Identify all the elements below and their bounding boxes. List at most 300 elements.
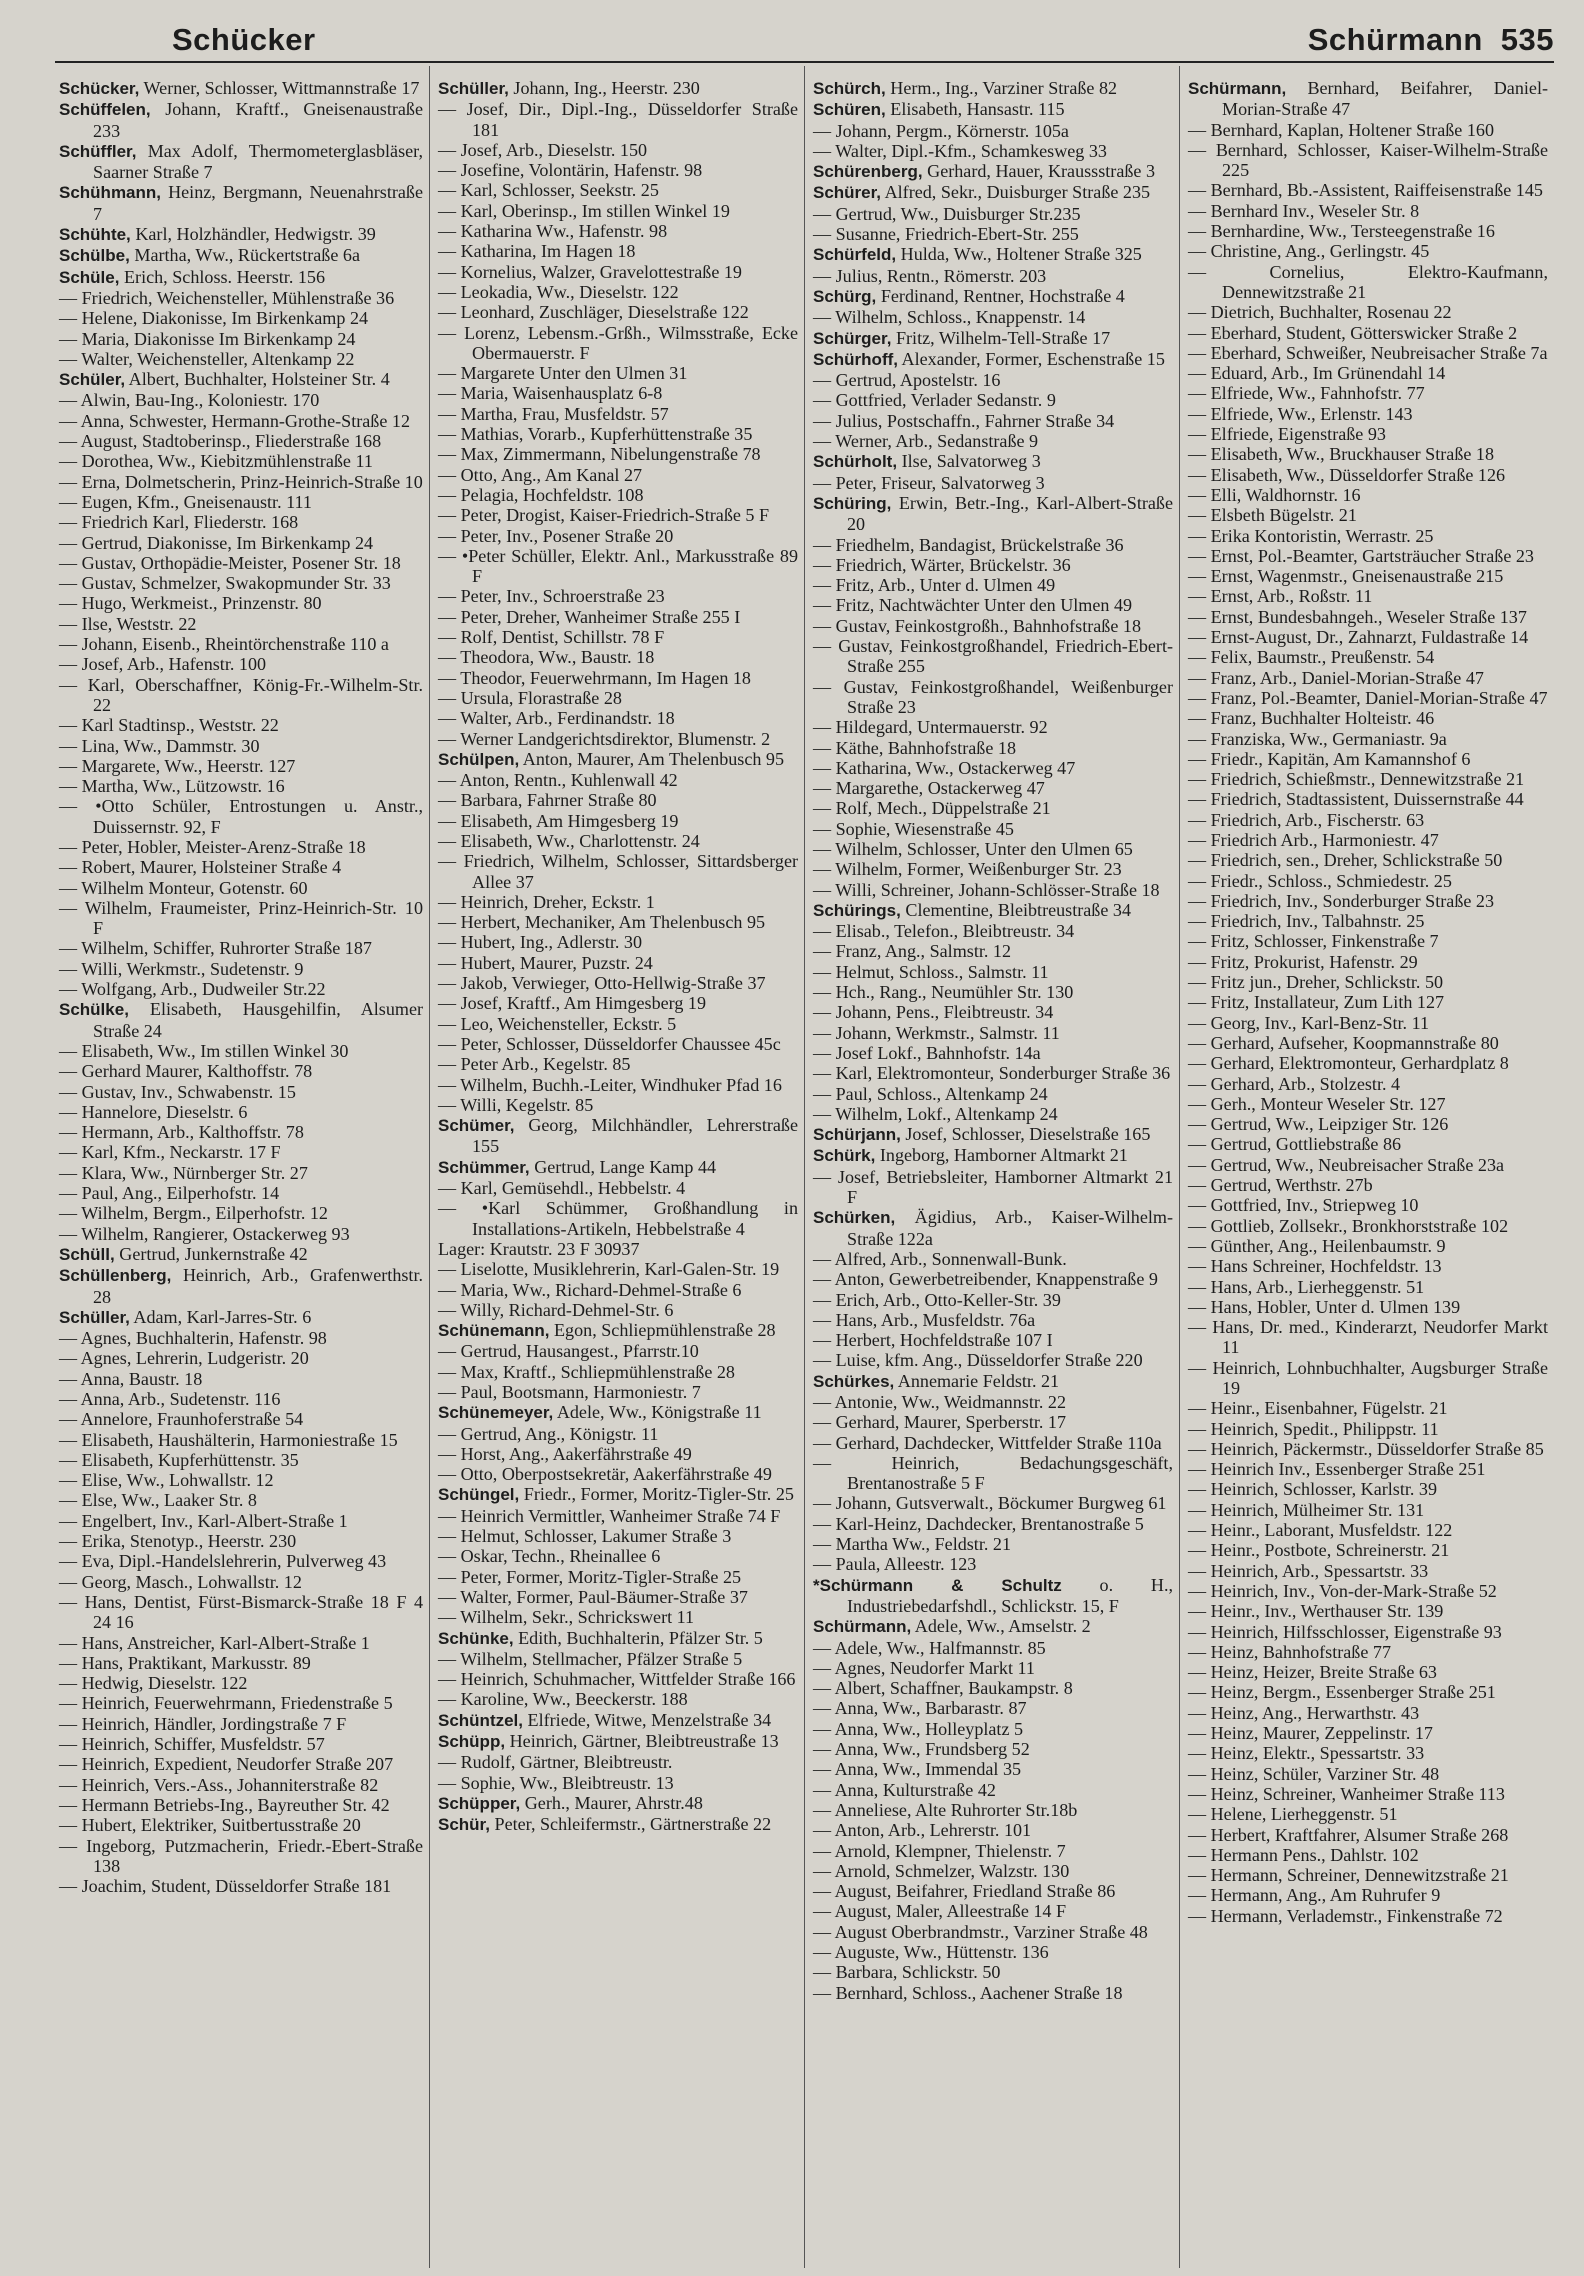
entry-text: — Walter, Arb., Ferdinandstr. 18 bbox=[438, 708, 675, 729]
entry-text: — Gerhard, Elektromonteur, Gerhardplatz 8 bbox=[1188, 1053, 1509, 1074]
directory-entry bbox=[1188, 668, 1548, 688]
directory-entry bbox=[438, 1814, 798, 1835]
directory-entry bbox=[438, 1506, 798, 1526]
entry-text: — Bernhard, Schloss., Aachener Straße 18 bbox=[813, 1982, 1123, 2003]
entry-text: — Barbara, Fahrner Straße 80 bbox=[438, 790, 657, 811]
directory-entry bbox=[1188, 323, 1548, 343]
directory-entry bbox=[438, 363, 798, 383]
entry-text: Werner, Schlosser, Wittmannstraße 17 bbox=[143, 78, 420, 98]
entry-text: Georg, Milchhändler, Lehrerstraße 155 bbox=[472, 1115, 798, 1157]
entry-surname: Schüpper, bbox=[438, 1793, 521, 1813]
entry-text: — Heinrich, Händler, Jordingstraße 7 F bbox=[59, 1713, 347, 1734]
entry-text: — Anna, Ww., Immendal 35 bbox=[813, 1759, 1022, 1780]
directory-entry bbox=[813, 1962, 1173, 1982]
entry-text: — Theodora, Ww., Baustr. 18 bbox=[438, 647, 655, 668]
entry-surname: Schürger, bbox=[813, 328, 892, 348]
entry-text: — Fritz, Nachtwächter Unter den Ulmen 49 bbox=[813, 595, 1133, 616]
entry-text: — Adele, Ww., Halfmannstr. 85 bbox=[813, 1637, 1046, 1658]
entry-text: — Willi, Kegelstr. 85 bbox=[438, 1094, 594, 1115]
entry-text: — Heinr., Postbote, Schreinerstr. 21 bbox=[1188, 1540, 1450, 1561]
entry-text: — Anton, Gewerbetreibender, Knappenstraße 9 bbox=[813, 1269, 1158, 1290]
entry-text: — Wolfgang, Arb., Dudweiler Str.22 bbox=[59, 979, 326, 1000]
directory-entry bbox=[59, 898, 423, 939]
entry-text: — Elisabeth, Haushälterin, Harmoniestraße 15 bbox=[59, 1429, 398, 1450]
directory-entry bbox=[1188, 1155, 1548, 1175]
entry-text: — Peter, Friseur, Salvatorweg 3 bbox=[813, 472, 1045, 493]
directory-entry bbox=[438, 811, 798, 831]
entry-text: — August, Maler, Alleestraße 14 F bbox=[813, 1901, 1067, 1922]
directory-entry bbox=[813, 982, 1173, 1002]
directory-entry bbox=[59, 1348, 423, 1368]
entry-text: — Elfriede, Ww., Erlenstr. 143 bbox=[1188, 403, 1413, 424]
directory-entry bbox=[813, 224, 1173, 244]
directory-entry bbox=[438, 323, 798, 364]
column-3 bbox=[805, 66, 1180, 2268]
directory-entry bbox=[59, 1693, 423, 1713]
directory-entry bbox=[59, 1775, 423, 1795]
directory-entry bbox=[438, 1444, 798, 1464]
directory-entry bbox=[59, 1490, 423, 1510]
entry-text: — Horst, Ang., Aakerfährstraße 49 bbox=[438, 1443, 692, 1464]
entry-text: — Wilhelm, Schiffer, Ruhrorter Straße 187 bbox=[59, 938, 372, 959]
entry-text: Gerh., Maurer, Ahrstr.48 bbox=[524, 1792, 703, 1813]
entry-text: — Jakob, Verwieger, Otto-Hellwig-Straße 37 bbox=[438, 973, 766, 994]
directory-entry bbox=[59, 267, 423, 288]
entry-surname: Schürmann, bbox=[813, 1617, 912, 1637]
entry-text: — Gerhard, Arb., Stolzestr. 4 bbox=[1188, 1073, 1401, 1094]
directory-entry bbox=[1188, 1094, 1548, 1114]
directory-entry bbox=[1188, 1682, 1548, 1702]
entry-text: — Leonhard, Zuschläger, Dieselstraße 122 bbox=[438, 302, 749, 323]
directory-entry bbox=[1188, 1601, 1548, 1621]
entry-text: — Anna, Baustr. 18 bbox=[59, 1368, 203, 1389]
entry-text: — Rudolf, Gärtner, Bleibtreustr. bbox=[438, 1752, 673, 1773]
entry-text: Hulda, Ww., Holtener Straße 325 bbox=[900, 244, 1142, 265]
directory-entry bbox=[1188, 546, 1548, 566]
entry-text: — Peter, Former, Moritz-Tigler-Straße 25 bbox=[438, 1566, 742, 1587]
entry-text: — Elfriede, Ww., Fahnhofstr. 77 bbox=[1188, 383, 1425, 404]
entry-text: — Gustav, Feinkostgroßhandel, Weißenburger Straße 23 bbox=[813, 676, 1173, 717]
directory-entry bbox=[438, 851, 798, 892]
entry-text: — Josef Lokf., Bahnhofstr. 14a bbox=[813, 1042, 1041, 1063]
entry-text: — Hans, Arb., Musfeldstr. 76a bbox=[813, 1309, 1036, 1330]
directory-entry bbox=[813, 778, 1173, 798]
entry-text: — Kornelius, Walzer, Gravelottestraße 19 bbox=[438, 261, 742, 282]
directory-entry bbox=[59, 288, 423, 308]
directory-entry bbox=[1188, 1013, 1548, 1033]
directory-entry bbox=[59, 736, 423, 756]
directory-entry bbox=[813, 1901, 1173, 1921]
directory-entry bbox=[438, 1280, 798, 1300]
entry-text: Albert, Buchhalter, Holsteiner Str. 4 bbox=[128, 369, 390, 390]
entry-text: — Hans, Dr. med., Kinderarzt, Neudorfer Markt 11 bbox=[1188, 1317, 1548, 1358]
directory-entry bbox=[438, 1402, 798, 1423]
directory-entry bbox=[438, 1793, 798, 1814]
entry-text: Johann, Kraftf., Gneisenaustraße 233 bbox=[93, 99, 423, 141]
directory-entry bbox=[813, 411, 1173, 431]
entry-surname: Schürg, bbox=[813, 286, 877, 306]
entry-text: — Gerhard, Maurer, Sperberstr. 17 bbox=[813, 1412, 1067, 1433]
entry-text: — Gertrud, Apostelstr. 16 bbox=[813, 370, 1001, 391]
entry-text: — Johann, Pens., Fleibtreustr. 34 bbox=[813, 1002, 1054, 1023]
directory-entry bbox=[59, 1592, 423, 1633]
directory-entry bbox=[438, 892, 798, 912]
entry-text: — Hans, Praktikant, Markusstr. 89 bbox=[59, 1652, 311, 1673]
entry-text: — Anton, Rentn., Kuhlenwall 42 bbox=[438, 770, 678, 791]
page-number: 535 bbox=[1500, 22, 1554, 57]
directory-entry bbox=[59, 1754, 423, 1774]
entry-text: — Gertrud, Diakonisse, Im Birkenkamp 24 bbox=[59, 532, 374, 553]
directory-entry bbox=[1188, 1134, 1548, 1154]
entry-text: — Barbara, Schlickstr. 50 bbox=[813, 1962, 1001, 1983]
entry-text: Alexander, Former, Eschenstraße 15 bbox=[901, 348, 1165, 369]
entry-text: — Luise, kfm. Ang., Düsseldorfer Straße 220 bbox=[813, 1350, 1143, 1371]
directory-entry bbox=[438, 1115, 798, 1157]
entry-text: — Hermann Betriebs-Ing., Bayreuther Str. 42 bbox=[59, 1794, 390, 1815]
entry-text: — Gertrud, Ww., Leipziger Str. 126 bbox=[1188, 1114, 1449, 1135]
entry-text: — Anneliese, Alte Ruhrorter Str.18b bbox=[813, 1799, 1078, 1820]
entry-text: — Josef, Arb., Dieselstr. 150 bbox=[438, 139, 648, 160]
entry-text: Ingeborg, Hamborner Altmarkt 21 bbox=[879, 1145, 1128, 1166]
entry-text: — Robert, Maurer, Holsteiner Straße 4 bbox=[59, 857, 342, 878]
entry-text: — Julius, Rentn., Römerstr. 203 bbox=[813, 265, 1047, 286]
entry-text: — Friedrich, Wärter, Brückelstr. 36 bbox=[813, 554, 1071, 575]
directory-entry bbox=[438, 180, 798, 200]
entry-text: — Otto, Ang., Am Kanal 27 bbox=[438, 464, 643, 485]
directory-entry bbox=[59, 756, 423, 776]
entry-text: — •Karl Schümmer, Großhandlung in Installations-Artikeln, Hebbelstraße 4 bbox=[438, 1198, 798, 1239]
entry-text: Gerhard, Hauer, Kraussstraße 3 bbox=[927, 161, 1155, 182]
entry-text: — Heinrich, Päckermstr., Düsseldorfer Straße 85 bbox=[1188, 1438, 1544, 1459]
directory-entry bbox=[438, 1689, 798, 1709]
directory-entry bbox=[59, 472, 423, 492]
entry-text: — Engelbert, Inv., Karl-Albert-Straße 1 bbox=[59, 1510, 348, 1531]
directory-entry bbox=[59, 1142, 423, 1162]
entry-text: — Heinrich, Feuerwehrmann, Friedenstraße 5 bbox=[59, 1693, 393, 1714]
entry-text: — Wilhelm, Rangierer, Ostackerweg 93 bbox=[59, 1223, 350, 1244]
entry-text: — Alwin, Bau-Ing., Koloniestr. 170 bbox=[59, 390, 320, 411]
directory-entry bbox=[813, 921, 1173, 941]
directory-entry bbox=[813, 1412, 1173, 1432]
entry-surname: Schüler, bbox=[59, 370, 126, 390]
directory-entry bbox=[59, 1815, 423, 1835]
directory-entry bbox=[813, 1638, 1173, 1658]
directory-entry bbox=[1188, 78, 1548, 120]
entry-text: — Karl, Oberinsp., Im stillen Winkel 19 bbox=[438, 200, 730, 221]
directory-entry bbox=[59, 1244, 423, 1265]
directory-entry bbox=[813, 1942, 1173, 1962]
entry-text: — Johann, Werkmstr., Salmstr. 11 bbox=[813, 1022, 1060, 1043]
directory-entry bbox=[438, 1546, 798, 1566]
entry-text: Karl, Holzhändler, Hedwigstr. 39 bbox=[135, 224, 376, 245]
directory-entry bbox=[813, 962, 1173, 982]
directory-entry bbox=[813, 636, 1173, 677]
entry-text: — Joachim, Student, Düsseldorfer Straße 181 bbox=[59, 1876, 392, 1897]
entry-surname: Schücker, bbox=[59, 79, 140, 98]
entry-text: — Rolf, Mech., Düppelstraße 21 bbox=[813, 798, 1051, 819]
entry-text: — Karoline, Ww., Beeckerstr. 188 bbox=[438, 1689, 688, 1710]
directory-entry bbox=[59, 999, 423, 1041]
entry-surname: Schürenberg, bbox=[813, 162, 923, 182]
entry-text: — Friedrich, Wilhelm, Schlosser, Sittardsberger Allee 37 bbox=[438, 851, 798, 892]
directory-entry bbox=[813, 1433, 1173, 1453]
entry-text: — Gertrud, Ang., Königstr. 11 bbox=[438, 1423, 659, 1444]
directory-entry bbox=[438, 607, 798, 627]
directory-entry bbox=[59, 78, 423, 99]
entry-text: — Gerhard, Dachdecker, Wittfelder Straße 110a bbox=[813, 1432, 1162, 1453]
entry-text: — Paula, Alleestr. 123 bbox=[813, 1554, 977, 1575]
directory-entry bbox=[813, 839, 1173, 859]
entry-surname: Schüring, bbox=[813, 493, 892, 513]
directory-entry bbox=[813, 1084, 1173, 1104]
directory-entry bbox=[59, 675, 423, 716]
directory-entry bbox=[1188, 444, 1548, 464]
directory-entry bbox=[59, 245, 423, 266]
directory-entry bbox=[59, 1470, 423, 1490]
directory-entry bbox=[438, 241, 798, 261]
entry-text: — Hannelore, Dieselstr. 6 bbox=[59, 1101, 248, 1122]
entry-text: — Anna, Kulturstraße 42 bbox=[813, 1779, 996, 1800]
directory-entry bbox=[59, 1876, 423, 1896]
entry-text: Erich, Schloss. Heerstr. 156 bbox=[124, 266, 326, 287]
directory-entry bbox=[59, 1163, 423, 1183]
entry-text: — Ursula, Florastraße 28 bbox=[438, 687, 622, 708]
entry-text: — Helene, Diakonisse, Im Birkenkamp 24 bbox=[59, 308, 369, 329]
entry-text: — Wilhelm, Sekr., Schrickswert 11 bbox=[438, 1607, 695, 1628]
directory-entry bbox=[1188, 931, 1548, 951]
directory-entry bbox=[59, 1102, 423, 1122]
directory-entry bbox=[1188, 1114, 1548, 1134]
entry-text: — Annelore, Fraunhoferstraße 54 bbox=[59, 1409, 304, 1430]
directory-entry bbox=[59, 431, 423, 451]
entry-text: — Elisabeth, Ww., Im stillen Winkel 30 bbox=[59, 1040, 349, 1061]
entry-text: — Hans, Dentist, Fürst-Bismarck-Straße 18 F 4 24 16 bbox=[59, 1591, 423, 1633]
entry-text: Elisabeth, Hansastr. 115 bbox=[890, 99, 1065, 120]
entry-surname: Schürjann, bbox=[813, 1125, 901, 1145]
entry-text: — Hans, Hobler, Unter d. Ulmen 139 bbox=[1188, 1296, 1461, 1317]
entry-text: — Leokadia, Ww., Dieselstr. 122 bbox=[438, 281, 679, 302]
directory-entry bbox=[438, 1014, 798, 1034]
directory-entry bbox=[813, 99, 1173, 120]
entry-text: — Fritz jun., Dreher, Schlickstr. 50 bbox=[1188, 972, 1444, 993]
directory-entry bbox=[1188, 1743, 1548, 1763]
entry-text: — Elisabeth, Ww., Düsseldorfer Straße 126 bbox=[1188, 464, 1506, 485]
directory-entry bbox=[813, 1861, 1173, 1881]
directory-entry bbox=[438, 688, 798, 708]
entry-text: — Sophie, Ww., Bleibtreustr. 13 bbox=[438, 1772, 674, 1793]
directory-entry bbox=[438, 262, 798, 282]
directory-entry bbox=[438, 78, 798, 99]
directory-entry bbox=[59, 1673, 423, 1693]
entry-text: — Wilhelm, Buchh.-Leiter, Windhuker Pfad 16 bbox=[438, 1074, 782, 1095]
entry-text: — Gertrud, Ww., Neubreisacher Straße 23a bbox=[1188, 1154, 1505, 1175]
entry-text: — Heinrich, Bedachungsgeschäft, Brentanostraße 5 F bbox=[813, 1452, 1173, 1494]
entry-text: — Pelagia, Hochfeldstr. 108 bbox=[438, 484, 644, 505]
entry-text: Gertrud, Junkernstraße 42 bbox=[119, 1243, 308, 1264]
directory-entry bbox=[1188, 1317, 1548, 1358]
entry-text: — Gerh., Monteur Weseler Str. 127 bbox=[1188, 1093, 1446, 1114]
entry-text: — Johann, Gutsverwalt., Böckumer Burgweg 61 bbox=[813, 1493, 1167, 1514]
entry-text: — Käthe, Bahnhofstraße 18 bbox=[813, 737, 1016, 758]
entry-surname: *Schürmann & Schultz bbox=[813, 1575, 1062, 1595]
directory-entry bbox=[438, 627, 798, 647]
directory-entry bbox=[59, 715, 423, 735]
directory-entry bbox=[813, 941, 1173, 961]
directory-entry bbox=[1188, 1520, 1548, 1540]
entry-text: — Bernhard Inv., Weseler Str. 8 bbox=[1188, 200, 1420, 221]
directory-entry bbox=[59, 1734, 423, 1754]
entry-text: — Lina, Ww., Dammstr. 30 bbox=[59, 735, 260, 756]
directory-entry bbox=[438, 1341, 798, 1361]
directory-entry bbox=[59, 533, 423, 553]
entry-text: — Johann, Pergm., Körnerstr. 105a bbox=[813, 120, 1069, 141]
entry-text: — Friedrich, Schießmstr., Dennewitzstraße 21 bbox=[1188, 769, 1525, 790]
entry-text: Annemarie Feldstr. 21 bbox=[897, 1370, 1060, 1391]
entry-text: — Agnes, Buchhalterin, Hafenstr. 98 bbox=[59, 1328, 327, 1349]
entry-text: Egon, Schliepmühlenstraße 28 bbox=[554, 1320, 776, 1341]
directory-entry bbox=[813, 1780, 1173, 1800]
entry-text: — Katharina Ww., Hafenstr. 98 bbox=[438, 221, 668, 242]
entry-text: — Katharina, Im Hagen 18 bbox=[438, 241, 636, 262]
entry-text: — Elisabeth, Kupferhüttenstr. 35 bbox=[59, 1449, 299, 1470]
entry-text: — Friedr., Schloss., Schmiedestr. 25 bbox=[1188, 870, 1452, 891]
directory-entry bbox=[438, 221, 798, 241]
directory-entry bbox=[59, 369, 423, 390]
directory-entry bbox=[813, 390, 1173, 410]
entry-text: — Heinz, Elektr., Spessartstr. 33 bbox=[1188, 1743, 1425, 1764]
entry-text: — Alfred, Arb., Sonnenwall-Bunk. bbox=[813, 1248, 1067, 1269]
directory-entry bbox=[1188, 1439, 1548, 1459]
directory-entry bbox=[1188, 1885, 1548, 1905]
directory-entry bbox=[813, 1453, 1173, 1494]
directory-entry bbox=[813, 1043, 1173, 1063]
directory-entry bbox=[59, 878, 423, 898]
entry-text: — Friedrich, Inv., Talbahnstr. 25 bbox=[1188, 911, 1425, 932]
directory-entry bbox=[1188, 1804, 1548, 1824]
entry-text: — Erika Kontoristin, Werrastr. 25 bbox=[1188, 525, 1434, 546]
directory-entry bbox=[813, 616, 1173, 636]
entry-text: — Heinz, Schreiner, Wanheimer Straße 113 bbox=[1188, 1783, 1505, 1804]
entry-text: — Elisabeth, Ww., Bruckhauser Straße 18 bbox=[1188, 444, 1495, 465]
directory-entry bbox=[813, 1104, 1173, 1124]
directory-entry bbox=[1188, 749, 1548, 769]
directory-entry bbox=[59, 979, 423, 999]
directory-entry bbox=[1188, 140, 1548, 181]
entry-text: — Gottfried, Inv., Striepweg 10 bbox=[1188, 1195, 1419, 1216]
directory-entry bbox=[1188, 688, 1548, 708]
entry-text: — Hugo, Werkmeist., Prinzenstr. 80 bbox=[59, 593, 322, 614]
directory-entry bbox=[813, 1698, 1173, 1718]
entry-text: — Anton, Arb., Lehrerstr. 101 bbox=[813, 1820, 1032, 1841]
entry-text: — Elsbeth Bügelstr. 21 bbox=[1188, 505, 1357, 526]
entry-text: Johann, Ing., Heerstr. 230 bbox=[513, 78, 700, 98]
entry-text: — Fritz, Prokurist, Hafenstr. 29 bbox=[1188, 951, 1418, 972]
entry-text: — Gustav, Schmelzer, Swakopmunder Str. 33 bbox=[59, 573, 391, 594]
directory-entry bbox=[438, 302, 798, 322]
directory-entry bbox=[813, 473, 1173, 493]
directory-entry bbox=[1188, 708, 1548, 728]
entry-surname: Schürfeld, bbox=[813, 245, 897, 265]
directory-entry bbox=[438, 973, 798, 993]
entry-text: Elfriede, Witwe, Menzelstraße 34 bbox=[527, 1709, 772, 1730]
directory-entry bbox=[59, 654, 423, 674]
directory-entry bbox=[438, 1157, 798, 1178]
directory-entry bbox=[438, 1464, 798, 1484]
directory-entry bbox=[1188, 1195, 1548, 1215]
entry-text: — Hubert, Maurer, Puzstr. 24 bbox=[438, 952, 653, 973]
entry-text: Josef, Schlosser, Dieselstraße 165 bbox=[905, 1124, 1151, 1145]
entry-text: — Rolf, Dentist, Schillstr. 78 F bbox=[438, 627, 665, 648]
entry-text: — Herbert, Kraftfahrer, Alsumer Straße 268 bbox=[1188, 1824, 1509, 1845]
directory-entry bbox=[59, 1531, 423, 1551]
directory-entry bbox=[813, 1616, 1173, 1637]
entry-text: — Eugen, Kfm., Gneisenaustr. 111 bbox=[59, 491, 312, 512]
directory-entry bbox=[59, 593, 423, 613]
entry-text: — Ingeborg, Putzmacherin, Friedr.-Ebert-Straße 138 bbox=[59, 1835, 423, 1876]
entry-text: Heinrich, Arb., Grafenwerthstr. 28 bbox=[93, 1265, 423, 1307]
entry-text: — Mathias, Vorarb., Kupferhüttenstraße 35 bbox=[438, 424, 753, 445]
directory-entry bbox=[438, 1382, 798, 1402]
directory-entry bbox=[438, 1075, 798, 1095]
entry-text: Adam, Karl-Jarres-Str. 6 bbox=[133, 1306, 312, 1327]
entry-text: — Peter, Inv., Posener Straße 20 bbox=[438, 525, 674, 546]
entry-text: — Heinrich, Mülheimer Str. 131 bbox=[1188, 1499, 1425, 1520]
directory-entry bbox=[438, 160, 798, 180]
directory-entry bbox=[59, 1714, 423, 1734]
entry-text: — Helene, Lierheggenstr. 51 bbox=[1188, 1804, 1398, 1825]
entry-text: — Willy, Richard-Dehmel-Str. 6 bbox=[438, 1299, 674, 1320]
directory-entry bbox=[813, 1167, 1173, 1208]
entry-text: — Herbert, Mechaniker, Am Thelenbusch 95 bbox=[438, 912, 766, 933]
directory-entry bbox=[1188, 992, 1548, 1012]
directory-entry bbox=[59, 1836, 423, 1877]
directory-entry bbox=[59, 614, 423, 634]
directory-entry bbox=[1188, 891, 1548, 911]
directory-entry bbox=[813, 677, 1173, 718]
directory-entry bbox=[1188, 262, 1548, 303]
directory-entry bbox=[813, 1759, 1173, 1779]
entry-text: — Werner Landgerichtsdirektor, Blumenstr. 2 bbox=[438, 728, 771, 749]
directory-entry bbox=[59, 1122, 423, 1142]
entry-text: — Heinz, Schüler, Varziner Str. 48 bbox=[1188, 1763, 1440, 1784]
entry-text: — Anna, Ww., Barbarastr. 87 bbox=[813, 1698, 1027, 1719]
entry-surname: Schüle, bbox=[59, 267, 120, 287]
entry-text: — Heinr., Laborant, Musfeldstr. 122 bbox=[1188, 1520, 1453, 1541]
entry-text: — Eberhard, Schweißer, Neubreisacher Straße 7a bbox=[1188, 342, 1548, 363]
entry-text: — Fritz, Arb., Unter d. Ulmen 49 bbox=[813, 575, 1056, 596]
entry-text: — Walter, Former, Paul-Bäumer-Straße 37 bbox=[438, 1586, 748, 1607]
entry-text: — Paul, Ang., Eilperhofstr. 14 bbox=[59, 1183, 280, 1204]
entry-text: — Franz, Pol.-Beamter, Daniel-Morian-Straße 47 bbox=[1188, 687, 1548, 708]
entry-text: — Bernhard, Schlosser, Kaiser-Wilhelm-Straße 225 bbox=[1188, 139, 1548, 181]
directory-entry bbox=[813, 738, 1173, 758]
directory-entry bbox=[813, 1350, 1173, 1370]
entry-text: — Christine, Ang., Gerlingstr. 45 bbox=[1188, 241, 1430, 262]
directory-entry bbox=[1188, 1764, 1548, 1784]
entry-text: — Hans, Anstreicher, Karl-Albert-Straße 1 bbox=[59, 1632, 370, 1653]
entry-text: — Dietrich, Buchhalter, Rosenau 22 bbox=[1188, 302, 1452, 323]
entry-text: — Dorothea, Ww., Kiebitzmühlenstraße 11 bbox=[59, 451, 373, 472]
entry-surname: Schünemeyer, bbox=[438, 1403, 554, 1423]
entry-text: — Karl, Oberschaffner, König-Fr.-Wilhelm-Str. 22 bbox=[59, 674, 423, 715]
entry-text: — Bernhardine, Ww., Tersteegenstraße 16 bbox=[1188, 221, 1495, 242]
directory-entry bbox=[1188, 1459, 1548, 1479]
directory-entry bbox=[1188, 465, 1548, 485]
directory-entry bbox=[1188, 627, 1548, 647]
entry-text: — Cornelius, Elektro-Kaufmann, Dennewitzstraße 21 bbox=[1188, 261, 1548, 302]
entry-surname: Schüffelen, bbox=[59, 100, 151, 120]
entry-text: Heinz, Bergmann, Neuenahrstraße 7 bbox=[93, 182, 423, 224]
